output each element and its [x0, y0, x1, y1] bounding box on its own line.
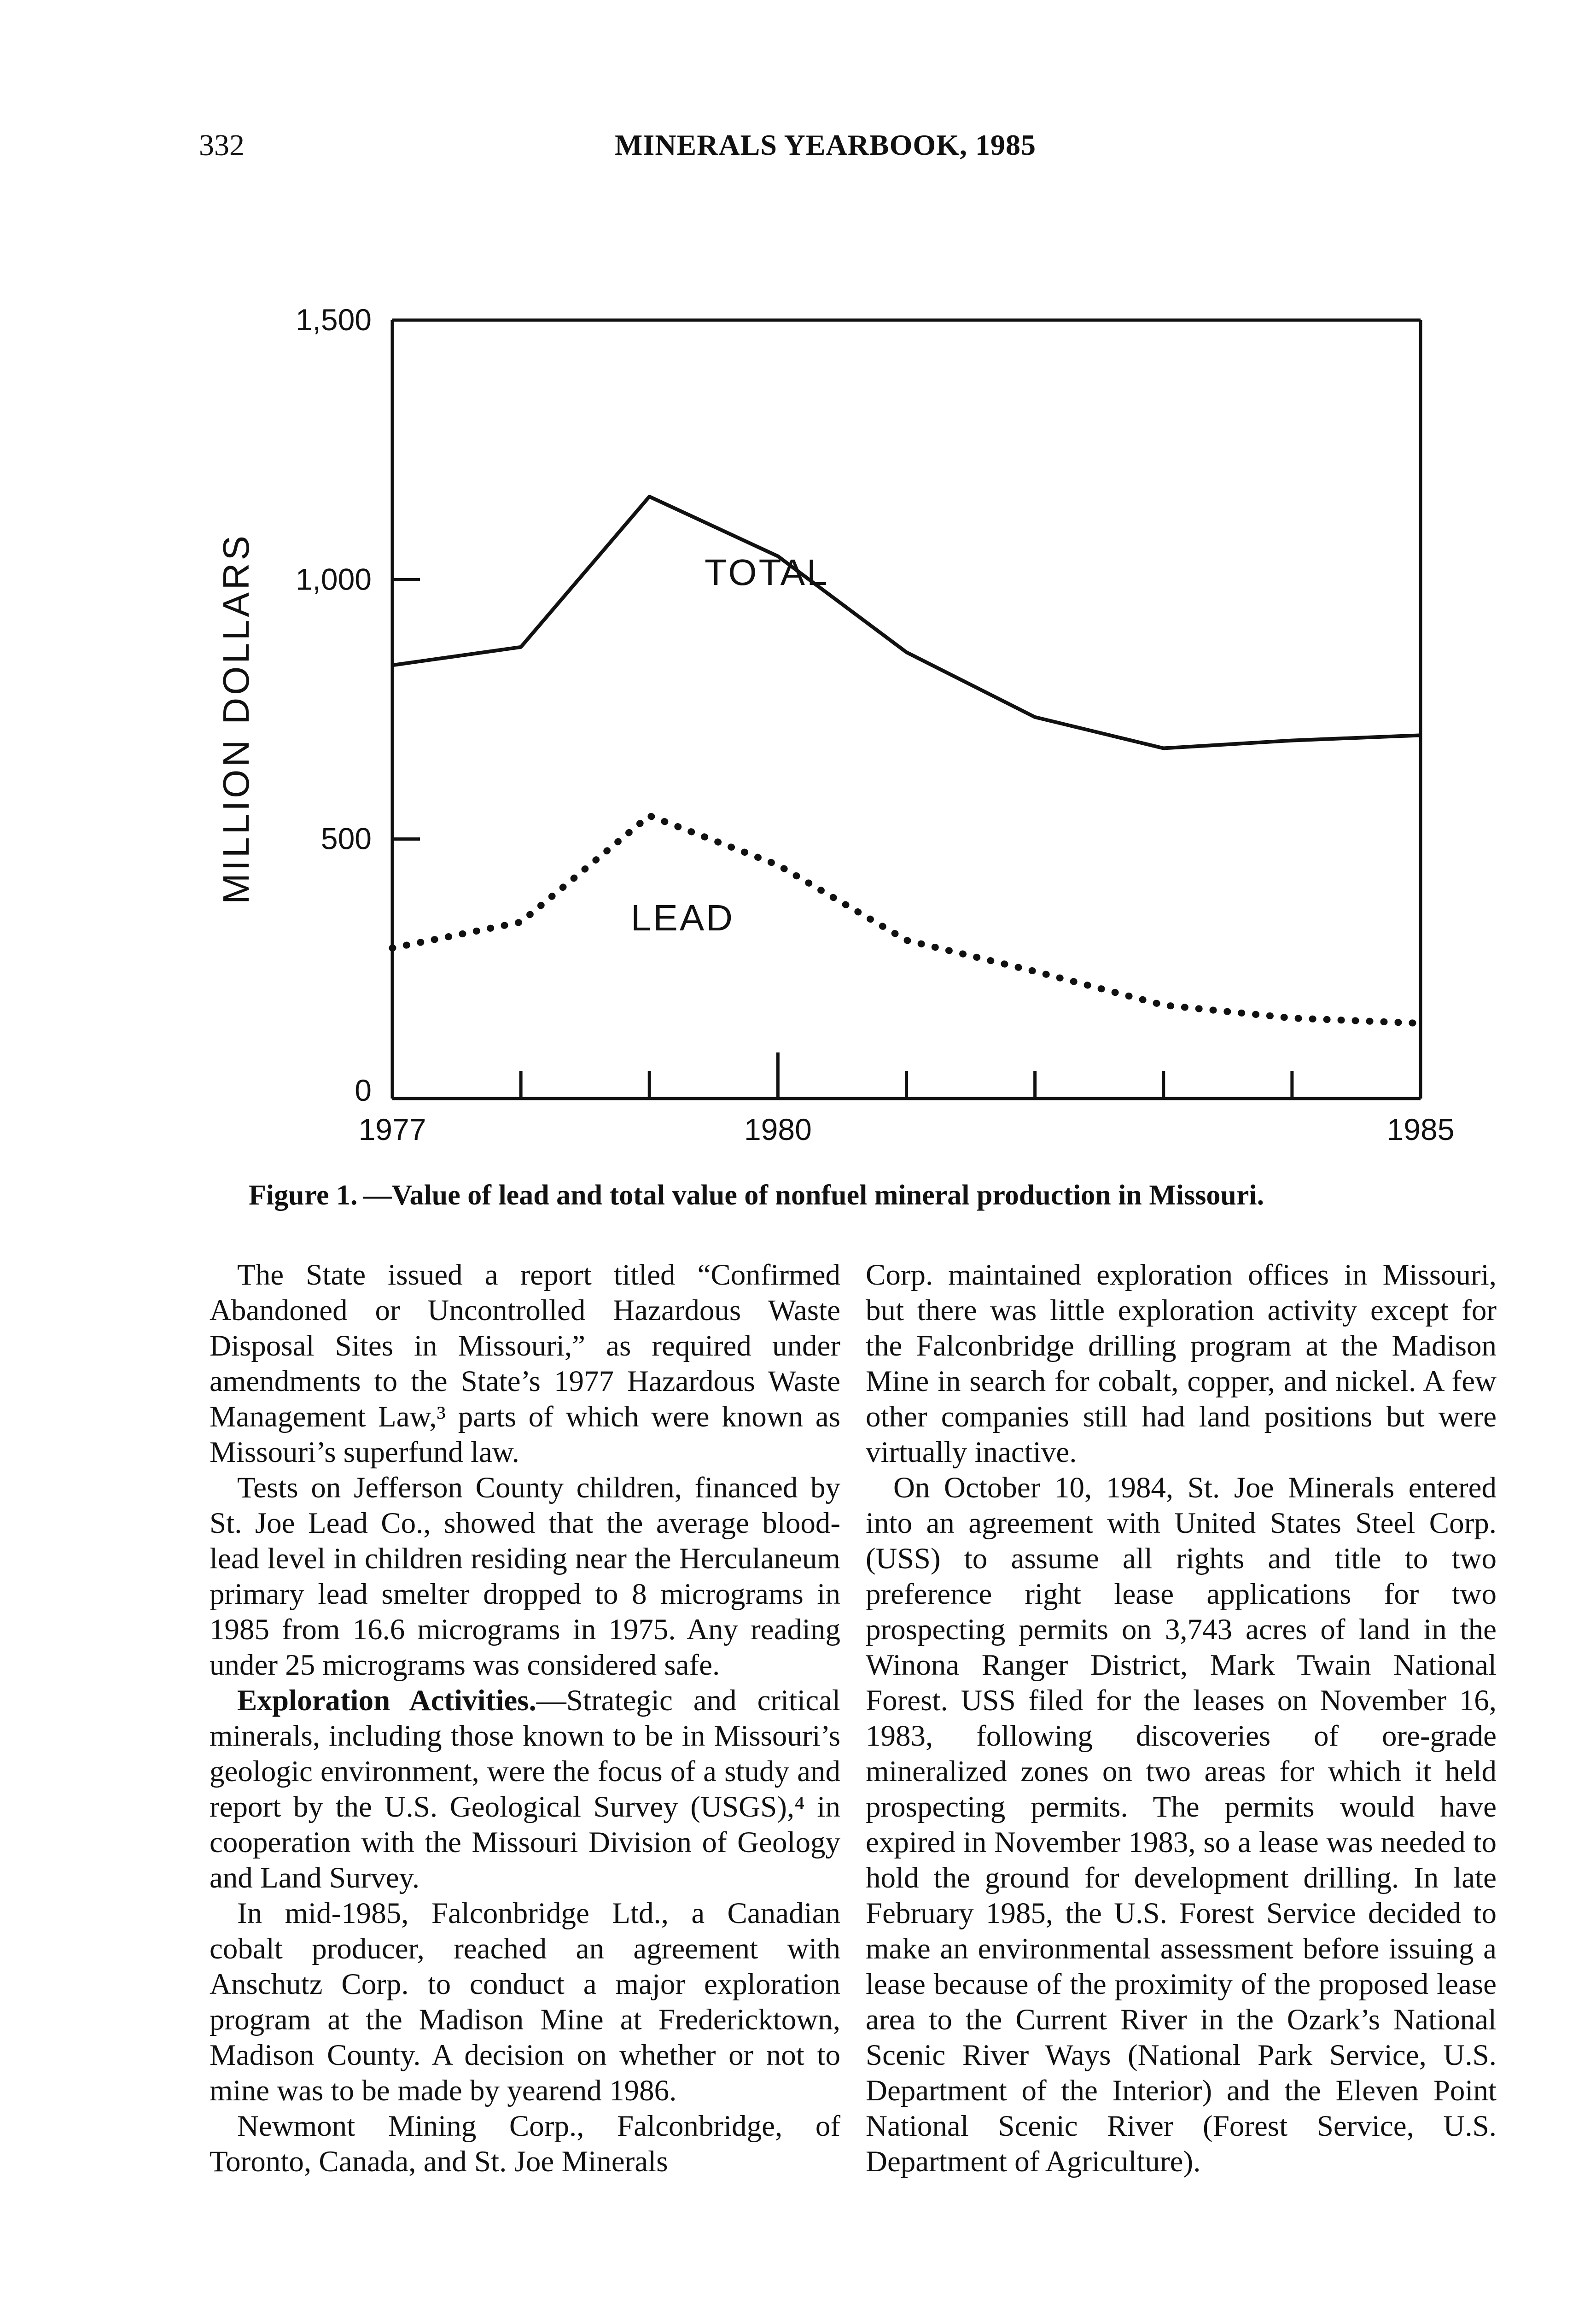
y-tick-label: 0: [355, 1073, 372, 1107]
paragraph: [866, 1257, 1497, 1470]
paragraph-text: Corp. maintained exploration offices in Missouri, but there was little exploration activity except for the Falconbridge drilling program at the Madison Mine in search for cobalt, copper, and nickel. A few other companies still had land positions but were virtually inactive.: [866, 1258, 1497, 1469]
paragraph-text: —Strategic and critical minerals, including those known to be in Missouri’s geologic environment, were the focus of a study and report by the U.S. Geological Survey (USGS),⁴ in cooperation with the Missouri Division of Geology and Land Survey.: [210, 1684, 840, 1894]
y-tick-label: 500: [320, 821, 372, 856]
right-column: [866, 1257, 1497, 2180]
data-point-total: [392, 665, 393, 666]
series-label-lead: LEAD: [631, 897, 734, 938]
paragraph-text: Tests on Jefferson County children, financed by St. Joe Lead Co., showed that the average blood-lead level in children residing near the Herculaneum primary lead smelter dropped to 8 micrograms in 1985 from 16.6 micrograms in 1975. Any reading under 25 micrograms was considered safe.: [210, 1471, 840, 1682]
data-point-lead: [1292, 1017, 1293, 1018]
y-axis-label: MILLION DOLLARS: [216, 533, 256, 904]
paragraph-text: On October 10, 1984, St. Joe Minerals entered into an agreement with United States Steel Corp. (USS) to assume all rights and title to two preference right lease applications for two prospecting permits on 3,743 acres of land in the Winona Ranger District, Mark Twain National Forest. USS filed for the leases on November 16, 1983, following discoveries of ore-grade mineralized zones on two areas for which it held prospecting permits. The permits would have expired in November 1983, so a lease was needed to hold the ground for development drilling. In late February 1985, the U.S. Forest Service decided to make an environmental assessment before issuing a lease because of the proximity of the proposed lease area to the Current River in the Ozark’s National Scenic River Ways (National Park Service, U.S. Department of the Interior) and the Eleven Point National Scenic River (Forest Service, U.S. Department of Agriculture).: [866, 1471, 1497, 2178]
data-point-lead: [520, 922, 521, 923]
data-point-lead: [1035, 971, 1036, 972]
paragraph-text: Newmont Mining Corp., Falconbridge, of Toronto, Canada, and St. Joe Minerals: [210, 2110, 840, 2178]
section-run-in-heading: Exploration Activities.: [237, 1684, 536, 1717]
x-tick-label: 1977: [358, 1112, 426, 1146]
data-point-lead: [906, 940, 907, 941]
y-tick-label: 1,500: [295, 303, 372, 337]
x-tick-label: 1980: [744, 1112, 812, 1146]
running-title: MINERALS YEARBOOK, 1985: [615, 129, 1036, 161]
paragraph: [866, 1470, 1497, 2180]
data-point-lead: [1420, 1023, 1421, 1024]
y-tick-label: 1,000: [295, 562, 372, 596]
data-point-total: [649, 496, 650, 497]
series-label-total: TOTAL: [705, 552, 829, 593]
paragraph-text: The State issued a report titled “Confirmed Abandoned or Uncontrolled Hazardous Waste Disposal Sites in Missouri,” as required under amendments to the State’s 1977 Hazardous Waste Management Law,³ parts of which were known as Missouri’s superfund law.: [210, 1258, 840, 1469]
data-point-total: [520, 647, 521, 648]
paragraph: [210, 2109, 840, 2180]
data-point-total: [1035, 717, 1036, 718]
series-line-lead: [392, 816, 1421, 1023]
data-point-total: [906, 652, 907, 653]
data-point-total: [1163, 748, 1164, 749]
data-point-total: [1292, 740, 1293, 741]
data-point-lead: [649, 815, 650, 816]
figure-label: Figure 1.: [249, 1180, 358, 1211]
figure-caption: [249, 1179, 1492, 1212]
paragraph: [210, 1257, 840, 1470]
series-line-total: [392, 497, 1421, 748]
left-column: [210, 1257, 840, 2180]
paragraph-text: In mid-1985, Falconbridge Ltd., a Canadian cobalt producer, reached an agreement with Anschutz Corp. to conduct a major exploration program at the Madison Mine at Fredericktown, Madison County. A decision on whether or not to mine was to be made by yearend 1986.: [210, 1897, 840, 2107]
figure-caption-text: —Value of lead and total value of nonfuel mineral production in Missouri.: [363, 1180, 1264, 1211]
x-tick-label: 1985: [1386, 1112, 1455, 1146]
paragraph: [210, 1470, 840, 1683]
paragraph: [210, 1683, 840, 1896]
data-point-lead: [392, 947, 393, 948]
paragraph: [210, 1896, 840, 2109]
page-number: 332: [199, 129, 245, 162]
data-point-total: [1420, 735, 1421, 736]
